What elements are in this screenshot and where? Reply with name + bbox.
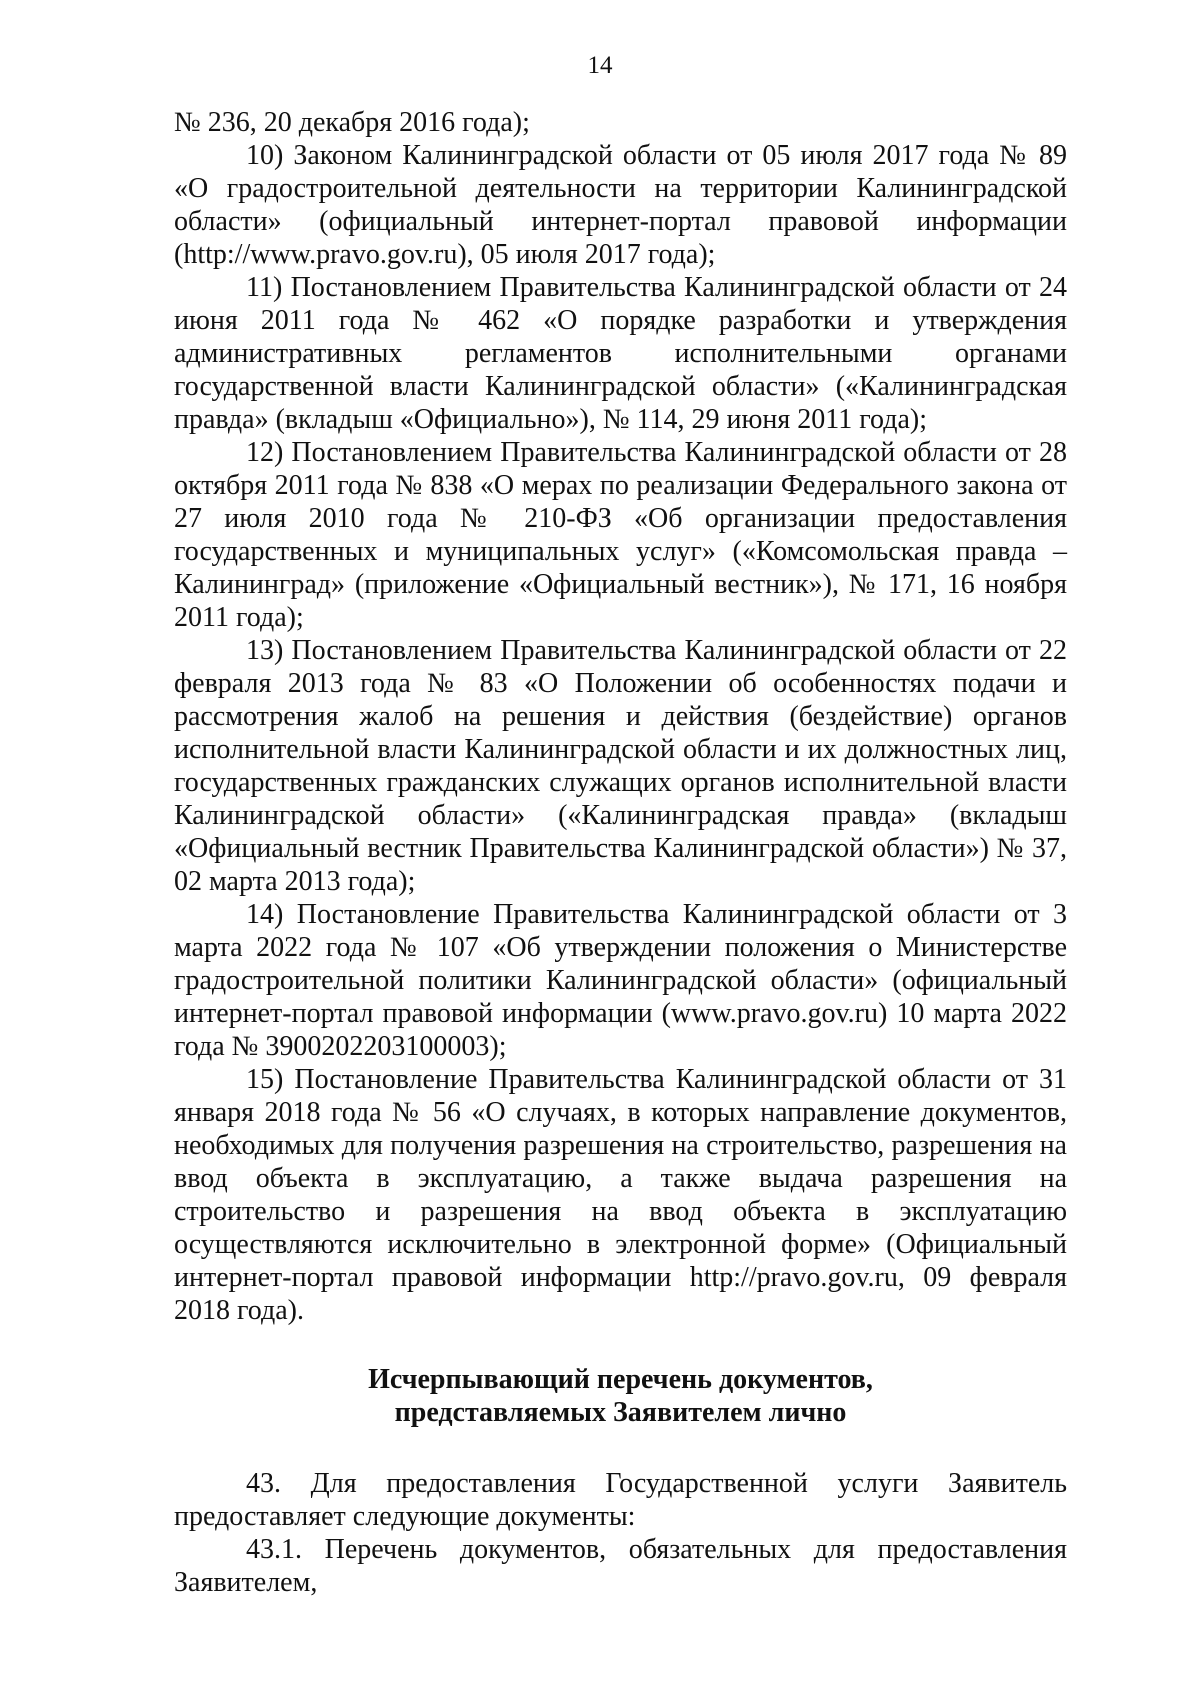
paragraph-item-15: 15) Постановление Правительства Калининградской области от 31 января 2018 года № 56 «О случаях, в которых направление документов, необходимых для получения разрешения на строительство, разрешения на ввод объекта в эксплуатацию, а также выдача разрешения на строительство и разрешения на ввод объекта в эксплуатацию осуществляются исключительно в электронной форме» (Официальный интернет-портал правовой информации http://pravo.gov.ru, 09 февраля 2018 года). [174,1064,1067,1326]
paragraph-43: 43. Для предоставления Государственной услуги Заявитель предоставляет следующие документы: [174,1468,1067,1532]
section-heading-line-1: Исчерпывающий перечень документов, [368,1364,873,1395]
paragraph-item-11: 11) Постановлением Правительства Калининградской области от 24 июня 2011 года № 462 «О порядке разработки и утверждения административных регламентов исполнительными органами государственной власти Калининградской области» («Калининградская правда» (вкладыш «Официально»), № 114, 29 июня 2011 года); [174,272,1067,435]
section-heading [174,1363,1067,1429]
paragraph-item-13: 13) Постановлением Правительства Калининградской области от 22 февраля 2013 года № 83 «О Положении об особенностях подачи и рассмотрения жалоб на решения и действия (бездействие) органов исполнительной власти Калининградской области и их должностных лиц, государственных гражданских служащих органов исполнительной власти Калининградской области» («Калининградская правда» (вкладыш «Официальный вестник Правительства Калининградской области») № 37, 02 марта 2013 года); [174,635,1067,897]
document-body [174,106,1067,1599]
paragraph-item-10: 10) Законом Калининградской области от 05 июля 2017 года № 89 «О градостроительной деятельности на территории Калининградской области» (официальный интернет-портал правовой информации (http://www.pravo.gov.ru), 05 июля 2017 года); [174,140,1067,270]
page-number: 14 [587,52,613,79]
paragraph-item-12: 12) Постановлением Правительства Калининградской области от 28 октября 2011 года № 838 «О мерах по реализации Федерального закона от 27 июля 2010 года № 210-ФЗ «Об организации предоставления государственных и муниципальных услуг» («Комсомольская правда – Калининград» (приложение «Официальный вестник»), № 171, 16 ноября 2011 года); [174,437,1067,633]
paragraph-continuation: № 236, 20 декабря 2016 года); [174,107,530,138]
paragraph-item-14: 14) Постановление Правительства Калининградской области от 3 марта 2022 года № 107 «Об утверждении положения о Министерстве градостроительной политики Калининградской области» (официальный интернет-портал правовой информации (www.pravo.gov.ru) 10 марта 2022 года № 3900202203100003); [174,899,1067,1062]
section-heading-line-2: представляемых Заявителем лично [394,1397,847,1428]
paragraph-43-1: 43.1. Перечень документов, обязательных для предоставления Заявителем, [174,1534,1067,1598]
